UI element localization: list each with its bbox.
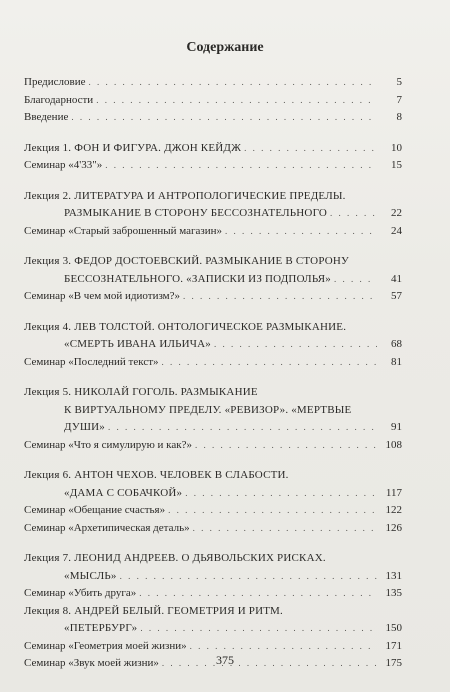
toc-entry-seminar[interactable] [24,354,402,372]
toc-entry-page: 81 [391,355,402,368]
seminar-title: Семинар «Обещание счастья» [24,504,166,516]
leader-dots [195,437,377,455]
leader-dots [105,157,377,175]
lecture-title: Лекция 7. ЛЕОНИД АНДРЕЕВ. О ДЬЯВОЛЬСКИХ РИСКАХ. [24,552,326,564]
toc-entry-lecture-6-cont[interactable] [24,485,402,503]
toc-entry-title: Благодарности [24,93,94,106]
toc-entry-lecture-3-cont[interactable] [24,271,402,289]
toc-entry-page: 108 [385,438,402,451]
lecture-title: Лекция 8. АНДРЕЙ БЕЛЫЙ. ГЕОМЕТРИЯ И РИТМ. [24,604,283,617]
toc-entry-lecture-8-cont[interactable] [24,620,402,638]
toc-entry-lecture-5-cont[interactable] [24,419,402,437]
toc-entry-seminar[interactable] [24,520,402,538]
seminar-title: Семинар «Геометрия моей жизни» [24,639,187,652]
lecture-title-continued: БЕССОЗНАТЕЛЬНОГО. «ЗАПИСКИ ИЗ ПОДПОЛЬЯ» [64,272,331,285]
leader-dots [140,620,377,638]
page-number: 375 [216,653,234,667]
lecture-6 [24,467,402,537]
toc-entry-preface[interactable] [24,74,402,92]
toc-entry-page: 68 [391,338,402,350]
toc-entry-lecture-7-cont[interactable] [24,568,402,586]
toc-entry-title: Введение [24,111,69,123]
lecture-title-continued: РАЗМЫКАНИЕ В СТОРОНУ БЕССОЗНАТЕЛЬНОГО [64,207,327,219]
toc-entry-page: 10 [391,141,402,154]
lecture-1 [24,140,402,175]
toc-entry-page: 117 [385,486,402,499]
lecture-title: Лекция 5. НИКОЛАЙ ГОГОЛЬ. РАЗМЫКАНИЕ [24,386,258,398]
page-title: Содержание [186,40,264,55]
lecture-title: Лекция 4. ЛЕВ ТОЛСТОЙ. ОНТОЛОГИЧЕСКОЕ РАЗМЫКАНИЕ. [24,320,347,333]
toc-entry-page: 122 [385,504,402,516]
seminar-title: Семинар «Звук моей жизни» [24,657,159,669]
toc-entry-lecture-2-cont[interactable] [24,205,402,223]
table-of-contents [24,74,402,686]
toc-entry-title: Предисловие [24,76,86,88]
lecture-title-continued: «ПЕТЕРБУРГ» [64,622,138,634]
lecture-3 [24,253,402,306]
lecture-title-continued: «СМЕРТЬ ИВАНА ИЛЬИЧА» [64,338,212,350]
toc-entry-lecture-8[interactable] [24,603,402,621]
leader-dots [139,585,377,603]
toc-entry-seminar[interactable] [24,157,402,175]
toc-entry-seminar[interactable] [24,585,402,603]
leader-dots [71,109,377,127]
toc-entry-page: 91 [391,421,402,433]
lecture-title: Лекция 2. ЛИТЕРАТУРА И АНТРОПОЛОГИЧЕСКИЕ ПРЕДЕЛЫ. [24,189,346,202]
leader-dots [162,354,377,372]
leader-dots [225,223,377,241]
toc-entry-page: 22 [391,207,402,219]
leader-dots [108,419,377,437]
lecture-2 [24,188,402,241]
toc-entry-page: 8 [396,111,402,123]
toc-entry-page: 131 [385,569,402,582]
toc-entry-lecture-2[interactable] [24,188,402,206]
toc-entry-page: 41 [391,272,402,285]
leader-dots [214,336,377,354]
toc-entry-lecture-3[interactable] [24,253,402,271]
toc-entry-page: 135 [385,587,402,599]
leader-dots [168,502,377,520]
toc-entry-page: 24 [391,224,402,237]
leader-dots [330,205,377,223]
leader-dots [193,520,377,538]
toc-entry-lecture-5[interactable] [24,384,402,402]
leader-dots [120,568,377,586]
seminar-title: Семинар «4'33"» [24,159,103,171]
toc-entry-page: 150 [385,622,402,634]
front-matter [24,74,402,127]
lecture-title: Лекция 1. ФОН И ФИГУРА. ДЖОН КЕЙДЖ [24,141,242,154]
toc-entry-lecture-1[interactable] [24,140,402,158]
seminar-title: Семинар «Архетипическая деталь» [24,521,190,534]
toc-entry-lecture-4[interactable] [24,319,402,337]
seminar-title: Семинар «В чем мой идиотизм?» [24,290,180,302]
leader-dots [244,140,377,158]
toc-entry-page: 15 [391,159,402,171]
leader-dots [183,288,377,306]
lecture-4 [24,319,402,372]
toc-entry-page: 126 [385,521,402,534]
toc-entry-introduction[interactable] [24,109,402,127]
lecture-title-continued: «ДАМА С СОБАЧКОЙ» [64,486,183,499]
seminar-title: Семинар «Что я симулирую и как?» [24,438,192,451]
leader-dots [185,485,377,503]
seminar-title: Семинар «Последний текст» [24,355,159,368]
leader-dots [89,74,378,92]
lecture-title: Лекция 6. АНТОН ЧЕХОВ. ЧЕЛОВЕК В СЛАБОСТИ. [24,469,289,481]
lecture-5 [24,384,402,454]
toc-entry-page: 175 [385,657,402,669]
leader-dots [334,271,377,289]
toc-entry-page: 57 [391,290,402,302]
toc-entry-seminar[interactable] [24,223,402,241]
toc-entry-lecture-4-cont[interactable] [24,336,402,354]
seminar-title: Семинар «Старый заброшенный магазин» [24,224,223,237]
toc-entry-acknowledgements[interactable] [24,92,402,110]
toc-entry-seminar[interactable] [24,502,402,520]
toc-entry-lecture-6[interactable] [24,467,402,485]
toc-entry-page: 171 [385,639,402,652]
lecture-title: Лекция 3. ФЕДОР ДОСТОЕВСКИЙ. РАЗМЫКАНИЕ В СТОРОНУ [24,255,350,267]
lecture-title-continued: «МЫСЛЬ» [64,569,117,582]
leader-dots [96,92,377,110]
toc-entry-page: 7 [396,93,402,106]
seminar-title: Семинар «Убить друга» [24,587,137,599]
lecture-title-continued: К ВИРТУАЛЬНОМУ ПРЕДЕЛУ. «РЕВИЗОР». «МЕРТВЫЕ [64,403,352,416]
toc-entry-seminar[interactable] [24,288,402,306]
toc-entry-lecture-7[interactable] [24,550,402,568]
toc-entry-seminar[interactable] [24,437,402,455]
toc-entry-page: 5 [396,76,402,88]
toc-entry-lecture-5-cont[interactable] [24,402,402,420]
lecture-title-continued: ДУШИ» [64,421,105,433]
